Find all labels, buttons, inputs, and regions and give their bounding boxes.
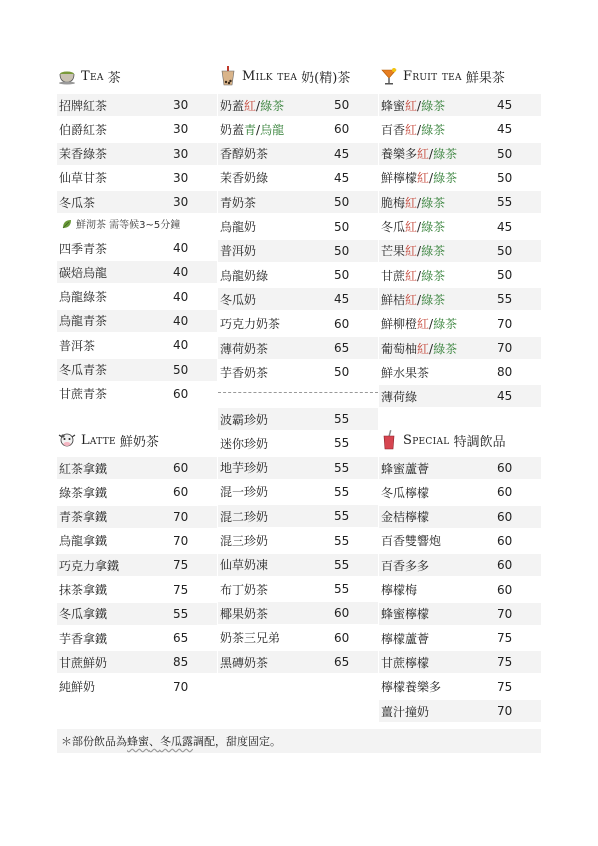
menu-item-price: 60 [497,533,513,548]
milk-tea-heading [218,64,350,88]
menu-item-row [57,237,217,259]
menu-item-price: 55 [334,412,350,426]
menu-item-name: 薑汁撞奶 [381,704,430,719]
menu-item-price: 60 [334,122,350,137]
menu-item-name: 鮮檸檬紅/綠茶 [381,171,458,186]
menu-item-row [218,432,378,454]
menu-item-name: 純鮮奶 [59,680,96,695]
menu-item-name: 檸檬養樂多 [381,680,442,695]
menu-item-row [57,191,217,213]
menu-item-price: 50 [497,243,513,258]
menu-item-row [57,530,217,552]
tea-cup-icon [57,66,77,86]
menu-item-name: 奶茶三兄弟 [220,631,281,646]
menu-item-row [379,554,541,576]
menu-item-row [57,676,217,698]
menu-item-name: 地芋珍奶 [220,461,269,476]
menu-item-price: 30 [173,146,189,161]
menu-item-row [218,313,378,335]
menu-item-row [57,579,217,601]
menu-item-price: 50 [334,243,350,258]
fresh-brew-note-text: 鮮沏茶 需等候3~5分鐘 [76,220,181,231]
menu-item-price: 50 [334,365,350,380]
menu-item-name: 四季青茶 [59,241,108,256]
menu-item-row [379,118,541,140]
menu-item-row [379,481,541,503]
menu-item-row [218,361,378,383]
red-drink-icon [379,430,399,450]
menu-item-price: 50 [334,195,350,210]
menu-item-row [379,167,541,189]
menu-item-price: 70 [497,341,513,355]
menu-item-row [57,627,217,649]
menu-item-price: 85 [173,655,189,670]
menu-item-name: 抹茶拿鐵 [59,583,108,597]
latte-heading [57,428,159,452]
menu-item-price: 70 [173,509,189,524]
menu-item-price: 60 [497,509,513,524]
menu-item-price: 30 [173,195,189,210]
menu-item-row [218,457,378,479]
menu-item-row [379,240,541,262]
menu-item-price: 60 [173,386,189,401]
menu-item-name: 香醇奶茶 [220,147,269,162]
menu-item-name: 冬瓜青茶 [59,363,108,377]
menu-item-name: 椰果奶茶 [220,606,269,621]
menu-item-price: 70 [497,606,513,621]
menu-item-row [379,676,541,698]
menu-item-price: 65 [334,341,350,355]
menu-item-row [57,383,217,405]
latte-title-zh: 鮮奶茶 [119,434,159,450]
menu-item-price: 75 [173,558,189,573]
menu-item-price: 45 [497,98,513,112]
menu-item-price: 55 [334,509,350,524]
menu-item-name: 烏龍奶綠 [220,268,269,283]
menu-item-name: 混三珍奶 [220,534,269,548]
menu-item-price: 60 [173,485,189,500]
menu-item-row [57,457,217,479]
menu-item-row [218,651,378,673]
menu-item-price: 75 [497,631,513,646]
menu-item-name: 甘蔗鮮奶 [59,655,108,670]
fruit-tea-title-en: Fruit tea [403,68,462,84]
menu-item-name: 脆梅紅/綠茶 [381,195,446,210]
menu-item-price: 40 [173,265,189,280]
menu-item-row [379,603,541,625]
menu-item-name: 甘蔗青茶 [59,387,108,402]
menu-item-name: 百香多多 [381,558,430,573]
menu-item-row [218,408,378,430]
menu-item-price: 60 [173,461,189,475]
menu-item-name: 烏龍綠茶 [59,290,108,305]
menu-item-row [57,554,217,576]
menu-item-name: 紅茶拿鐵 [59,461,108,476]
menu-item-row [57,261,217,283]
menu-item-price: 50 [334,98,350,112]
menu-item-price: 80 [497,365,513,379]
menu-item-price: 75 [497,655,513,670]
menu-item-row [57,481,217,503]
menu-item-name: 仙草甘茶 [59,171,108,186]
menu-item-name: 金桔檸檬 [381,510,430,525]
menu-item-name: 烏龍拿鐵 [59,534,108,549]
menu-item-price: 55 [497,292,513,307]
menu-item-name: 百香雙響炮 [381,534,442,549]
menu-item-row [57,286,217,308]
menu-item-price: 30 [173,170,189,185]
menu-item-price: 60 [497,461,513,475]
menu-item-name: 芒果紅/綠茶 [381,244,446,259]
footnote-post: 調配，甜度固定。 [193,735,281,748]
menu-item-price: 45 [497,122,513,137]
menu-item-name: 烏龍奶 [220,220,257,234]
tea-title-zh: 茶 [107,70,121,86]
menu-item-name: 茉香綠茶 [59,147,108,162]
menu-item-name: 鮮水果茶 [381,365,430,380]
milk-tea-title-en: Milk tea [242,68,298,84]
menu-item-price: 45 [497,389,513,404]
fresh-brew-note [61,216,180,231]
menu-item-row [379,579,541,601]
menu-item-price: 60 [334,630,350,645]
menu-item-name: 冬瓜拿鐵 [59,607,108,622]
menu-item-name: 鮮柳橙紅/綠茶 [381,317,458,332]
milk-tea-title-zh: 奶(精)茶 [301,70,351,86]
menu-item-price: 60 [497,558,513,573]
menu-item-row [379,143,541,165]
menu-item-name: 青奶茶 [220,195,257,210]
menu-item-price: 70 [497,316,513,331]
menu-item-name: 仙草奶凍 [220,558,269,573]
menu-item-name: 甘蔗紅/綠茶 [381,268,446,283]
menu-item-row [218,554,378,576]
menu-item-name: 奶蓋紅/綠茶 [220,98,285,113]
menu-item-name: 鮮桔紅/綠茶 [381,292,446,307]
menu-item-name: 巧克力拿鐵 [59,558,120,573]
menu-item-name: 青茶拿鐵 [59,510,108,525]
menu-item-row [218,167,378,189]
menu-item-name: 布丁奶茶 [220,582,269,597]
footnote [57,729,541,753]
menu-item-name: 薄荷奶茶 [220,341,269,356]
menu-item-price: 50 [334,268,350,283]
menu-item-row [57,359,217,381]
bubble-tea-icon [218,66,238,86]
menu-item-price: 75 [497,679,513,694]
cow-icon [57,430,77,450]
menu-item-row [218,118,378,140]
menu-item-name: 葡萄柚紅/綠茶 [381,341,458,356]
menu-item-name: 甘蔗檸檬 [381,655,430,670]
menu-item-row [379,313,541,335]
menu-item-price: 45 [334,146,350,161]
menu-item-price: 75 [173,582,189,597]
menu-item-name: 波霸珍奶 [220,412,269,427]
menu-item-price: 30 [173,98,189,112]
menu-item-row [379,264,541,286]
menu-item-row [57,167,217,189]
footnote-melon: 冬瓜露 [160,735,193,748]
menu-item-name: 綠茶拿鐵 [59,485,108,500]
menu-item-price: 50 [497,146,513,161]
special-title-zh: 特調飲品 [453,434,506,450]
menu-item-row [218,240,378,262]
menu-item-name: 冬瓜紅/綠茶 [381,220,446,234]
menu-item-row [379,288,541,310]
menu-item-price: 45 [334,292,350,307]
menu-item-price: 55 [497,195,513,210]
menu-item-name: 芋香奶茶 [220,365,269,380]
menu-item-price: 55 [334,460,350,475]
menu-item-row [218,505,378,527]
special-title-en: Special [403,432,450,448]
menu-item-row [379,94,541,116]
menu-item-price: 40 [173,289,189,304]
menu-item-price: 55 [334,557,350,572]
footnote-pre: ＊部份飲品為 [61,735,127,748]
menu-item-price: 55 [334,436,350,451]
menu-item-name: 混一珍奶 [220,485,269,500]
menu-item-row [218,264,378,286]
tea-heading [57,64,121,88]
menu-item-name: 薄荷綠 [381,389,418,404]
footnote-honey: 蜂蜜 [127,735,149,748]
menu-item-row [218,94,378,116]
menu-item-name: 冬瓜茶 [59,195,96,210]
menu-item-price: 60 [334,606,350,621]
menu-item-name: 養樂多紅/綠茶 [381,147,458,162]
menu-item-name: 普洱茶 [59,338,96,353]
menu-item-name: 芋香拿鐵 [59,631,108,646]
menu-item-row [379,651,541,673]
menu-item-row [57,310,217,332]
menu-item-name: 奶蓋青/烏龍 [220,122,285,137]
menu-item-row [218,602,378,624]
menu-item-name: 伯爵紅茶 [59,122,108,137]
menu-item-row [218,191,378,213]
menu-item-name: 百香紅/綠茶 [381,122,446,137]
menu-item-row [57,334,217,356]
footnote-sep: 、 [149,735,160,748]
menu-item-price: 65 [334,655,350,669]
menu-item-row [379,457,541,479]
menu-item-name: 檸檬梅 [381,583,418,597]
menu-item-row [218,143,378,165]
menu-item-price: 55 [173,606,189,621]
menu-item-price: 60 [334,316,350,331]
menu-item-name: 冬瓜檸檬 [381,485,430,500]
menu-item-row [57,651,217,673]
menu-item-price: 50 [173,362,189,377]
menu-item-name: 蜂蜜檸檬 [381,607,430,622]
menu-item-price: 45 [497,219,513,234]
menu-item-row [57,603,217,625]
menu-item-name: 茉香奶綠 [220,171,269,186]
menu-item-row [379,506,541,528]
menu-item-name: 招牌紅茶 [59,98,108,113]
menu-item-price: 40 [173,241,189,255]
menu-item-row [379,385,541,407]
menu-item-row [379,191,541,213]
menu-item-name: 冬瓜奶 [220,292,257,307]
section-divider [218,392,378,393]
menu-item-row [379,700,541,722]
menu-item-row [218,337,378,359]
leaf-icon [61,218,73,230]
menu-item-price: 70 [173,679,189,694]
menu-item-price: 50 [497,268,513,283]
menu-item-name: 普洱奶 [220,244,257,259]
menu-item-row [218,627,378,649]
menu-item-name: 黑磚奶茶 [220,655,269,670]
menu-item-price: 65 [173,631,189,646]
menu-item-row [379,216,541,238]
menu-item-price: 45 [334,170,350,185]
fruit-tea-heading [379,64,505,88]
menu-item-name: 蜂蜜紅/綠茶 [381,98,446,113]
menu-item-row [218,288,378,310]
special-heading [379,428,506,452]
menu-item-row [218,530,378,552]
menu-item-name: 烏龍青茶 [59,314,108,329]
menu-item-price: 40 [173,338,189,353]
menu-item-name: 巧克力奶茶 [220,317,281,332]
menu-item-name: 碳焙烏龍 [59,265,108,280]
menu-item-row [57,506,217,528]
menu-item-price: 55 [334,533,350,548]
menu-item-row [379,361,541,383]
menu-item-price: 40 [173,313,189,328]
fruit-tea-title-zh: 鮮果茶 [465,70,505,86]
menu-item-row [57,118,217,140]
menu-item-price: 60 [497,485,513,500]
menu-item-name: 蜂蜜蘆薈 [381,461,430,476]
menu-item-row [379,627,541,649]
menu-item-row [218,216,378,238]
menu-item-row [218,578,378,600]
menu-item-name: 混二珍奶 [220,509,269,524]
menu-item-row [379,337,541,359]
cocktail-icon [379,66,399,86]
menu-item-price: 50 [334,219,350,234]
menu-item-name: 迷你珍奶 [220,436,269,451]
menu-item-price: 55 [334,582,350,597]
menu-item-price: 70 [173,533,189,548]
menu-item-price: 70 [497,704,513,718]
tea-title-en: Tea [81,68,104,84]
menu-item-price: 50 [497,170,513,185]
menu-item-row [379,530,541,552]
menu-item-name: 檸檬蘆薈 [381,631,430,646]
menu-item-price: 55 [334,484,350,499]
menu-item-price: 30 [173,122,189,137]
menu-item-price: 60 [497,582,513,597]
menu-item-row [57,94,217,116]
latte-title-en: Latte [81,432,116,448]
menu-item-row [218,481,378,503]
menu-item-row [57,143,217,165]
